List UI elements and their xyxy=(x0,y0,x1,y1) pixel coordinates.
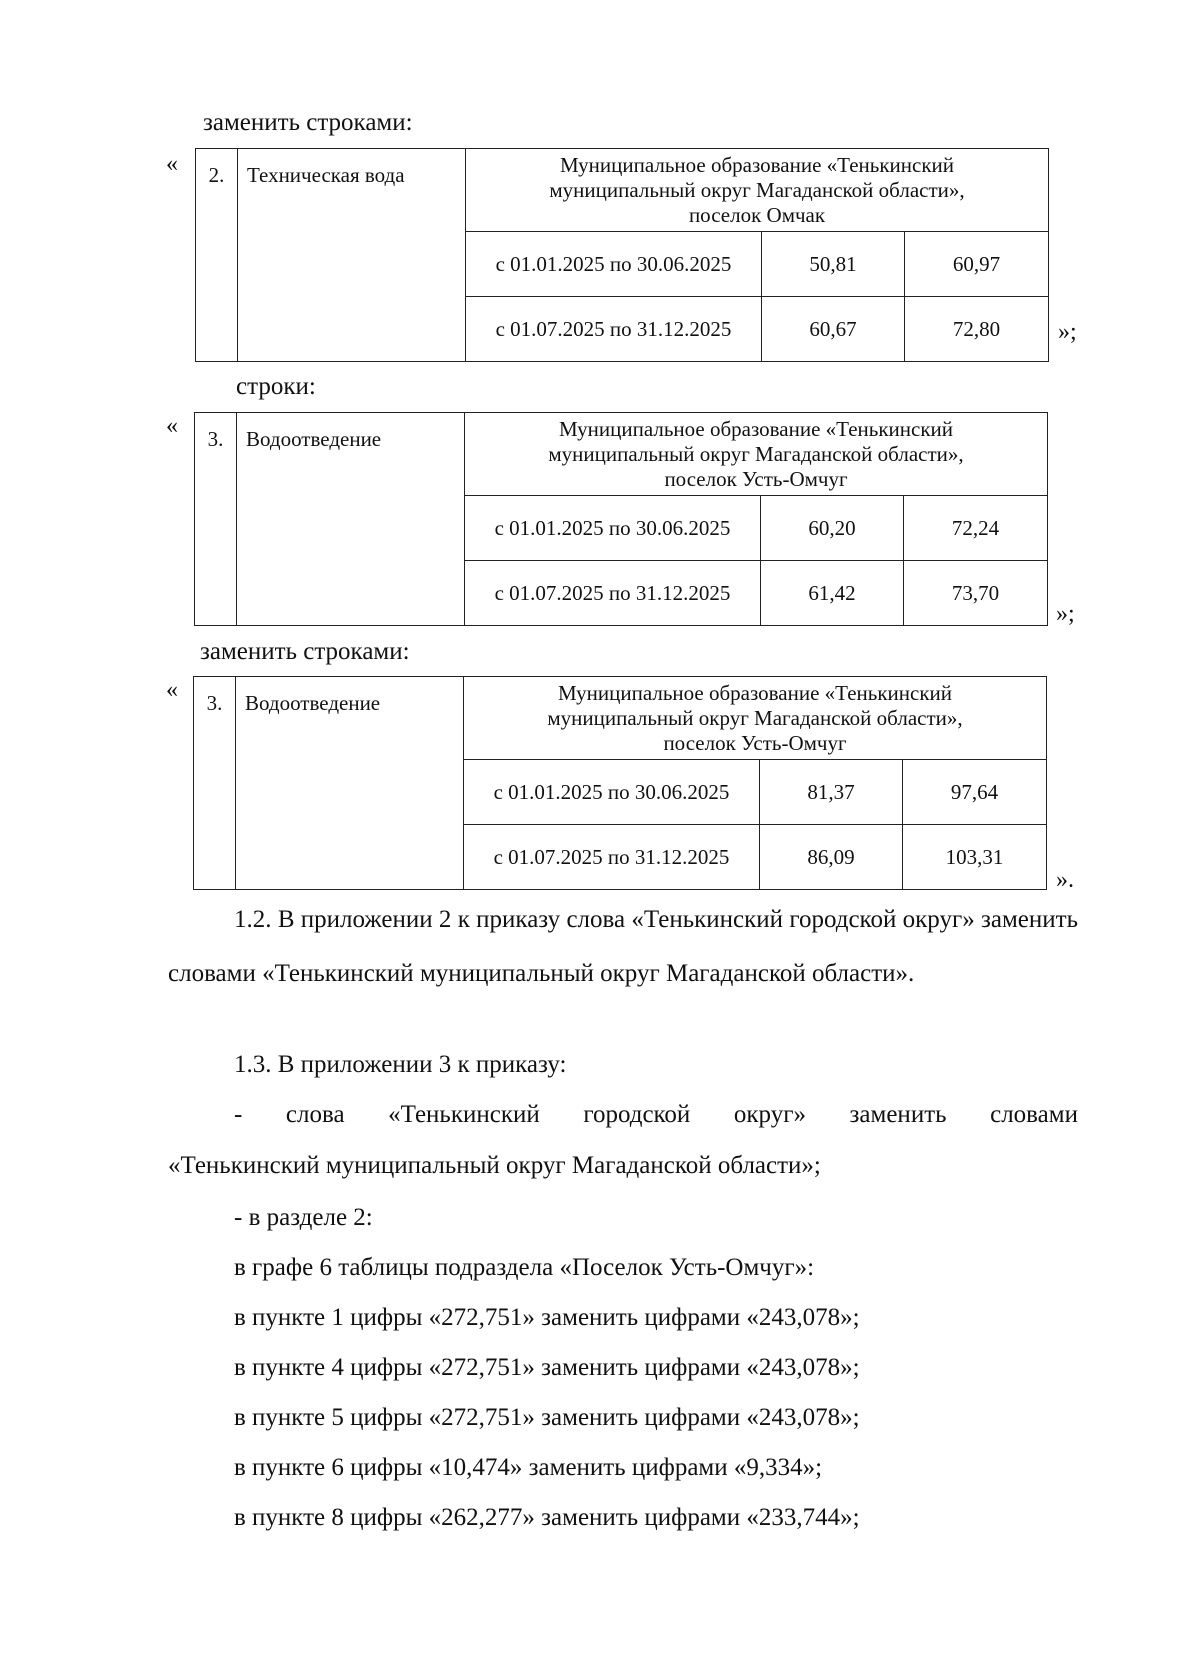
table3-period: с 01.07.2025 по 31.12.2025 xyxy=(464,825,760,890)
dash-item-line xyxy=(234,1100,1078,1130)
paragraph-1-3: 1.3. В приложении 3 к приказу: xyxy=(234,1051,567,1078)
section-line: - в разделе 2: xyxy=(234,1204,373,1231)
table2-header-line: Муниципальное образование «Тенькинский xyxy=(559,416,954,441)
table3-value-2: 97,64 xyxy=(903,760,1047,825)
table2-intro: строки: xyxy=(236,373,316,400)
table3-value-1: 81,37 xyxy=(760,760,903,825)
table1-header xyxy=(466,149,1049,232)
table3-intro: заменить строками: xyxy=(200,638,410,665)
dash-item-continuation: «Тенькинский муниципальный округ Магаданской области»; xyxy=(168,1152,821,1179)
table3-header-line: Муниципальное образование «Тенькинский xyxy=(558,680,953,705)
table3-close-quote: ». xyxy=(1056,867,1074,893)
table1-value-2: 60,97 xyxy=(905,232,1049,297)
dash-word: городской xyxy=(583,1101,691,1128)
table2-open-quote: « xyxy=(166,413,178,439)
dash-word: округ» xyxy=(733,1101,806,1128)
table2 xyxy=(194,412,1048,626)
table1-period: с 01.07.2025 по 31.12.2025 xyxy=(466,297,762,362)
item-line: в пункте 1 цифры «272,751» заменить цифрами «243,078»; xyxy=(234,1304,860,1331)
table2-header xyxy=(465,413,1048,496)
table1-close-quote: »; xyxy=(1058,319,1077,345)
table3 xyxy=(193,676,1047,890)
table1-value-1: 60,67 xyxy=(762,297,905,362)
item-line: в пункте 8 цифры «262,277» заменить цифрами «233,744»; xyxy=(234,1504,860,1531)
table3-row-number: 3. xyxy=(194,677,236,890)
table2-header-line: поселок Усть-Омчуг xyxy=(664,466,848,491)
table1-value-2: 72,80 xyxy=(905,297,1049,362)
table2-service-name: Водоотведение xyxy=(237,413,465,626)
table1 xyxy=(195,148,1049,362)
item-line: в пункте 4 цифры «272,751» заменить цифрами «243,078»; xyxy=(234,1354,860,1381)
table3-service-name: Водоотведение xyxy=(236,677,464,890)
table2-header-line: муниципальный округ Магаданской области», xyxy=(548,441,964,466)
table2-value-2: 73,70 xyxy=(904,561,1048,626)
table1-row-number: 2. xyxy=(196,149,238,362)
table2-value-2: 72,24 xyxy=(904,496,1048,561)
table2-value-1: 61,42 xyxy=(761,561,904,626)
item-line: в пункте 6 цифры «10,474» заменить цифрами «9,334»; xyxy=(234,1454,823,1481)
table2-row-number: 3. xyxy=(195,413,237,626)
table2-period: с 01.01.2025 по 30.06.2025 xyxy=(465,496,761,561)
item-line: в пункте 5 цифры «272,751» заменить цифрами «243,078»; xyxy=(234,1404,860,1431)
dash-word: «Тенькинский xyxy=(388,1101,540,1128)
table1-period: с 01.01.2025 по 30.06.2025 xyxy=(466,232,762,297)
table3-header xyxy=(464,677,1047,760)
table2-close-quote: »; xyxy=(1056,601,1075,627)
table3-value-2: 103,31 xyxy=(903,825,1047,890)
table1-service-name: Техническая вода xyxy=(238,149,466,362)
dash-word: слова xyxy=(285,1101,345,1128)
table1-intro: заменить строками: xyxy=(203,109,413,136)
dash-word: - xyxy=(234,1101,243,1128)
table2-value-1: 60,20 xyxy=(761,496,904,561)
table1-header-line: муниципальный округ Магаданской области», xyxy=(549,177,965,202)
dash-word: словами xyxy=(990,1101,1078,1128)
dash-word: заменить xyxy=(849,1101,947,1128)
paragraph-1-2-text: 1.2. В приложении 2 к приказу слова «Тенькинский городской округ» заменить словами «Тенькинский муниципальный округ Магаданской области». xyxy=(168,906,1078,987)
table1-header-line: поселок Омчак xyxy=(688,202,826,227)
table3-value-1: 86,09 xyxy=(760,825,903,890)
table3-period: с 01.01.2025 по 30.06.2025 xyxy=(464,760,760,825)
column-line: в графе 6 таблицы подраздела «Поселок Усть-Омчуг»: xyxy=(234,1254,815,1281)
table1-open-quote: « xyxy=(166,151,178,177)
table3-open-quote: « xyxy=(166,677,178,703)
table3-header-line: муниципальный округ Магаданской области», xyxy=(547,705,963,730)
paragraph-1-2 xyxy=(168,893,1078,1001)
table3-header-line: поселок Усть-Омчуг xyxy=(663,730,847,755)
table1-value-1: 50,81 xyxy=(762,232,905,297)
table1-header-line: Муниципальное образование «Тенькинский xyxy=(560,152,955,177)
table2-period: с 01.07.2025 по 31.12.2025 xyxy=(465,561,761,626)
